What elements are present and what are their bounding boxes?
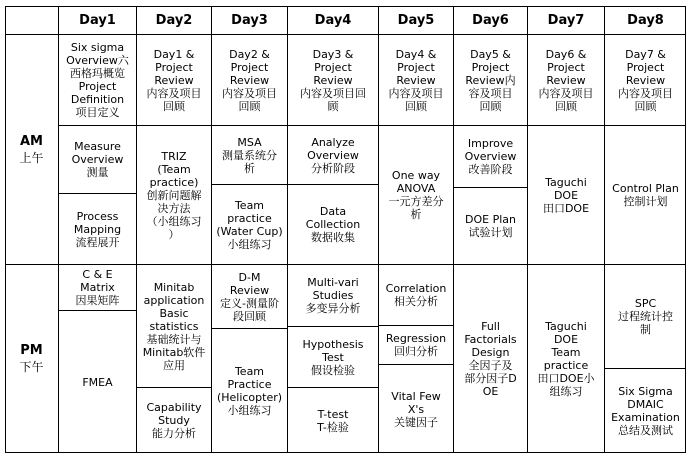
cell-text-line: DOE — [553, 188, 579, 202]
cell-text-line: Practice — [227, 378, 272, 391]
cell-text-line: One way — [391, 169, 441, 182]
cell-day1-am-3 — [58, 193, 136, 264]
header-day5: Day5 — [378, 6, 453, 34]
cell-text-line: Day4 & — [395, 47, 437, 61]
cell-text-line: Day7 & — [625, 47, 666, 61]
cell-text-line: Project — [397, 60, 435, 74]
cell-text-line: statistics — [149, 319, 199, 333]
cell-text-line: 分析阶段 — [311, 161, 355, 175]
header-day7: Day7 — [527, 6, 604, 34]
cell-text-line: 改善阶段 — [468, 163, 513, 176]
cell-text-line: Hypothesis — [302, 337, 364, 351]
cell-text-line: Multi-vari — [307, 276, 359, 289]
row-label-am — [5, 34, 58, 264]
cell-text-line: Full — [481, 320, 500, 333]
cell-text-line: 容及项目 — [468, 86, 513, 100]
cell-text-line: 项目定义 — [75, 106, 120, 119]
header-day8: Day8 — [604, 6, 686, 34]
header-corner — [5, 6, 58, 34]
cell-text-line: Project — [314, 60, 352, 74]
cell-text-line: Measure — [74, 140, 121, 153]
cell-text-line: Project — [471, 60, 510, 74]
cell-text-line: （小组练习 — [146, 214, 202, 228]
cell-text-line: Regression — [385, 332, 447, 345]
cell-text-line: Vital Few — [391, 389, 441, 403]
cell-text-line: Review — [229, 73, 270, 87]
cell-text-line: 创新问题解 — [146, 188, 202, 202]
cell-day4-pm-2 — [287, 326, 378, 387]
cell-day5-pm-2 — [378, 325, 453, 364]
cell-text-line: 回顾 — [405, 99, 427, 113]
cell-text-line: Taguchi — [545, 320, 587, 333]
cell-text-line: 段回顾 — [233, 309, 266, 323]
cell-day4-am-3 — [287, 184, 378, 264]
cell-day8-am-1 — [604, 34, 686, 125]
cell-day4-am-1 — [287, 34, 378, 125]
cell-text-line: Data — [319, 205, 347, 218]
cell-text-line: 部分因子D — [464, 372, 517, 385]
cell-day1-pm-2 — [58, 310, 136, 453]
cell-text-line: Project — [230, 60, 269, 74]
cell-day5-pm-1 — [378, 264, 453, 325]
cell-day5-pm-3 — [378, 364, 453, 453]
cell-text-line: 回归分析 — [394, 345, 438, 358]
cell-text-line: 关键因子 — [394, 415, 438, 429]
cell-day2-pm-1 — [136, 264, 211, 387]
cell-text-line: 回顾 — [479, 99, 502, 113]
cell-day2-am-2 — [136, 125, 211, 264]
cell-text-line: (Water Cup) — [216, 224, 283, 238]
header-day2: Day2 — [136, 6, 211, 34]
cell-text-line: Overview — [307, 148, 359, 162]
cell-text-line: 假设检验 — [311, 363, 355, 377]
cell-text-line: Basic — [159, 306, 189, 320]
cell-text-line: Test — [322, 350, 344, 364]
cell-text-line: Six sigma — [70, 41, 125, 54]
cell-text-line: D-M — [238, 270, 261, 284]
cell-text-line: DOE Plan — [465, 213, 516, 226]
cell-text-line: Review — [313, 73, 353, 87]
cell-text-line: X's — [407, 402, 425, 416]
cell-text-line: Improve — [467, 137, 514, 150]
cell-day4-pm-1 — [287, 264, 378, 326]
cell-text-line: 基础统计与 — [146, 332, 202, 346]
cell-text-line: 定义-测量阶 — [220, 296, 279, 310]
cell-day8-am-2 — [604, 125, 686, 264]
cell-day8-pm-2 — [604, 368, 686, 453]
cell-text-line: 回顾 — [634, 99, 657, 113]
cell-text-line: 多变异分析 — [305, 302, 361, 315]
cell-day6-am-3 — [453, 187, 527, 264]
cell-text-line: 田口DOE — [542, 201, 590, 215]
cell-text-line: Overview — [71, 153, 124, 166]
row-label-pm-cn: 下午 — [19, 360, 44, 374]
cell-day6-am-1 — [453, 34, 527, 125]
cell-text-line: 顾 — [327, 99, 339, 113]
cell-text-line: Six Sigma — [618, 385, 673, 398]
cell-text-line: 总结及测试 — [618, 424, 673, 437]
cell-text-line: Capability — [146, 401, 202, 414]
cell-text-line: Day3 & — [312, 47, 354, 61]
cell-text-line: 测量系统分 — [222, 148, 277, 162]
cell-text-line: Review — [546, 73, 586, 87]
cell-text-line: Process — [76, 209, 119, 223]
row-label-pm-en: PM — [20, 343, 43, 358]
cell-text-line: 内容及项目回 — [300, 86, 366, 100]
cell-text-line: Project — [78, 80, 117, 93]
cell-text-line: T-test — [317, 407, 349, 421]
cell-text-line: 全因子及 — [468, 359, 513, 372]
cell-day1-am-2 — [58, 125, 136, 193]
cell-day6-am-2 — [453, 125, 527, 187]
cell-text-line: Review内 — [465, 73, 516, 87]
cell-text-line: 应用 — [163, 358, 185, 372]
cell-day3-pm-2 — [211, 328, 287, 453]
cell-text-line: Project — [547, 60, 585, 74]
cell-text-line: 控制计划 — [623, 195, 668, 208]
cell-text-line: Definition — [70, 93, 125, 106]
cell-text-line: FMEA — [82, 375, 113, 389]
cell-text-line: T-检验 — [317, 420, 349, 434]
cell-text-line: (Helicopter) — [216, 391, 283, 404]
cell-text-line: Control Plan — [612, 182, 679, 195]
cell-day2-am-1 — [136, 34, 211, 125]
cell-text-line: Day2 & — [229, 47, 270, 61]
cell-text-line: 能力分析 — [152, 427, 196, 440]
cell-day3-am-1 — [211, 34, 287, 125]
cell-day6-pm-1 — [453, 264, 527, 453]
cell-day1-am-1 — [58, 34, 136, 125]
cell-text-line: Design — [471, 346, 510, 359]
cell-text-line: 析 — [244, 161, 255, 175]
cell-day8-pm-1 — [604, 264, 686, 368]
cell-text-line: Day6 & — [545, 47, 587, 61]
cell-text-line: DOE — [553, 333, 579, 346]
cell-text-line: Minitab软件 — [142, 345, 206, 359]
cell-text-line: 回顾 — [163, 99, 185, 113]
cell-text-line: 过程统计控 — [618, 310, 673, 323]
cell-text-line: practice — [227, 211, 272, 225]
cell-text-line: (Team — [157, 162, 191, 176]
cell-text-line: 相关分析 — [394, 295, 438, 308]
cell-text-line: 因果矩阵 — [75, 294, 120, 307]
cell-text-line: Team — [551, 346, 581, 359]
cell-text-line: 内容及项目 — [146, 86, 202, 100]
cell-text-line: Taguchi — [545, 175, 587, 189]
cell-text-line: 决方法 — [157, 201, 191, 215]
cell-text-line: application — [143, 293, 205, 307]
cell-text-line: Review — [229, 283, 270, 297]
cell-text-line: practice — [543, 359, 589, 372]
cell-text-line: 小组练习 — [227, 237, 272, 251]
cell-day3-pm-1 — [211, 264, 287, 328]
header-day3: Day3 — [211, 6, 287, 34]
cell-text-line: 制 — [640, 323, 651, 336]
cell-text-line: Factorials — [464, 333, 517, 346]
cell-day1-pm-1 — [58, 264, 136, 310]
cell-text-line: 西格玛概览 — [70, 67, 125, 80]
row-label-pm — [5, 264, 58, 453]
cell-text-line: Project — [626, 60, 665, 74]
cell-day4-pm-3 — [287, 387, 378, 453]
cell-text-line: 析 — [410, 208, 422, 221]
cell-text-line: 试验计划 — [468, 226, 513, 239]
cell-text-line: Review — [396, 73, 436, 87]
header-day4: Day4 — [287, 6, 378, 34]
cell-text-line: Project — [155, 60, 193, 74]
header-day1: Day1 — [58, 6, 136, 34]
cell-text-line: Overview六 — [66, 54, 129, 67]
cell-text-line: Matrix — [80, 281, 115, 294]
cell-text-line: 流程展开 — [75, 235, 120, 249]
cell-text-line: Day1 & — [153, 47, 195, 61]
header-day6: Day6 — [453, 6, 527, 34]
cell-text-line: 内容及项目 — [538, 86, 594, 100]
cell-text-line: MSA — [237, 135, 262, 149]
cell-text-line: Team — [234, 365, 265, 378]
cell-text-line: 回顾 — [238, 99, 261, 113]
cell-text-line: Minitab — [153, 280, 195, 294]
cell-text-line: Day5 & — [470, 47, 511, 61]
cell-text-line: practice) — [149, 175, 199, 189]
cell-text-line: 测量 — [86, 166, 109, 179]
cell-day5-am-2 — [378, 125, 453, 264]
cell-text-line: 小组练习 — [227, 404, 272, 417]
cell-text-line: DMAIC — [627, 398, 664, 411]
cell-day3-am-3 — [211, 184, 287, 264]
cell-text-line: Mapping — [73, 222, 122, 236]
cell-text-line: 组练习 — [549, 385, 583, 398]
cell-text-line: Analyze — [311, 135, 355, 149]
cell-text-line: TRIZ — [161, 149, 187, 163]
cell-text-line: 回顾 — [555, 99, 577, 113]
cell-text-line: Overview — [464, 150, 517, 163]
cell-text-line: Correlation — [385, 282, 447, 295]
cell-day3-am-2 — [211, 125, 287, 184]
cell-day7-pm-1 — [527, 264, 604, 453]
cell-text-line: OE — [482, 385, 499, 398]
cell-text-line: Collection — [305, 218, 361, 231]
cell-day4-am-2 — [287, 125, 378, 184]
cell-text-line: Team — [234, 198, 265, 212]
cell-day5-am-1 — [378, 34, 453, 125]
row-label-am-cn: 上午 — [19, 150, 44, 165]
cell-text-line: Study — [158, 414, 190, 427]
cell-text-line: Review — [625, 73, 666, 87]
cell-text-line: C & E — [82, 268, 113, 281]
cell-text-line: ） — [168, 227, 180, 241]
cell-text-line: Examination — [611, 411, 680, 424]
cell-text-line: 内容及项目 — [222, 86, 277, 100]
cell-day2-pm-2 — [136, 387, 211, 453]
cell-day7-am-2 — [527, 125, 604, 264]
cell-text-line: Review — [154, 73, 194, 87]
cell-text-line: ANOVA — [396, 182, 436, 195]
cell-day7-am-1 — [527, 34, 604, 125]
cell-text-line: 内容及项目 — [618, 86, 673, 100]
cell-text-line: SPC — [634, 297, 657, 310]
cell-text-line: Studies — [312, 289, 354, 302]
cell-text-line: 内容及项目 — [388, 86, 444, 100]
row-label-am-en: AM — [20, 133, 43, 149]
cell-text-line: 一元方差分 — [388, 195, 444, 208]
cell-text-line: 数据收集 — [311, 231, 355, 244]
cell-text-line: 田口DOE小 — [537, 372, 595, 385]
